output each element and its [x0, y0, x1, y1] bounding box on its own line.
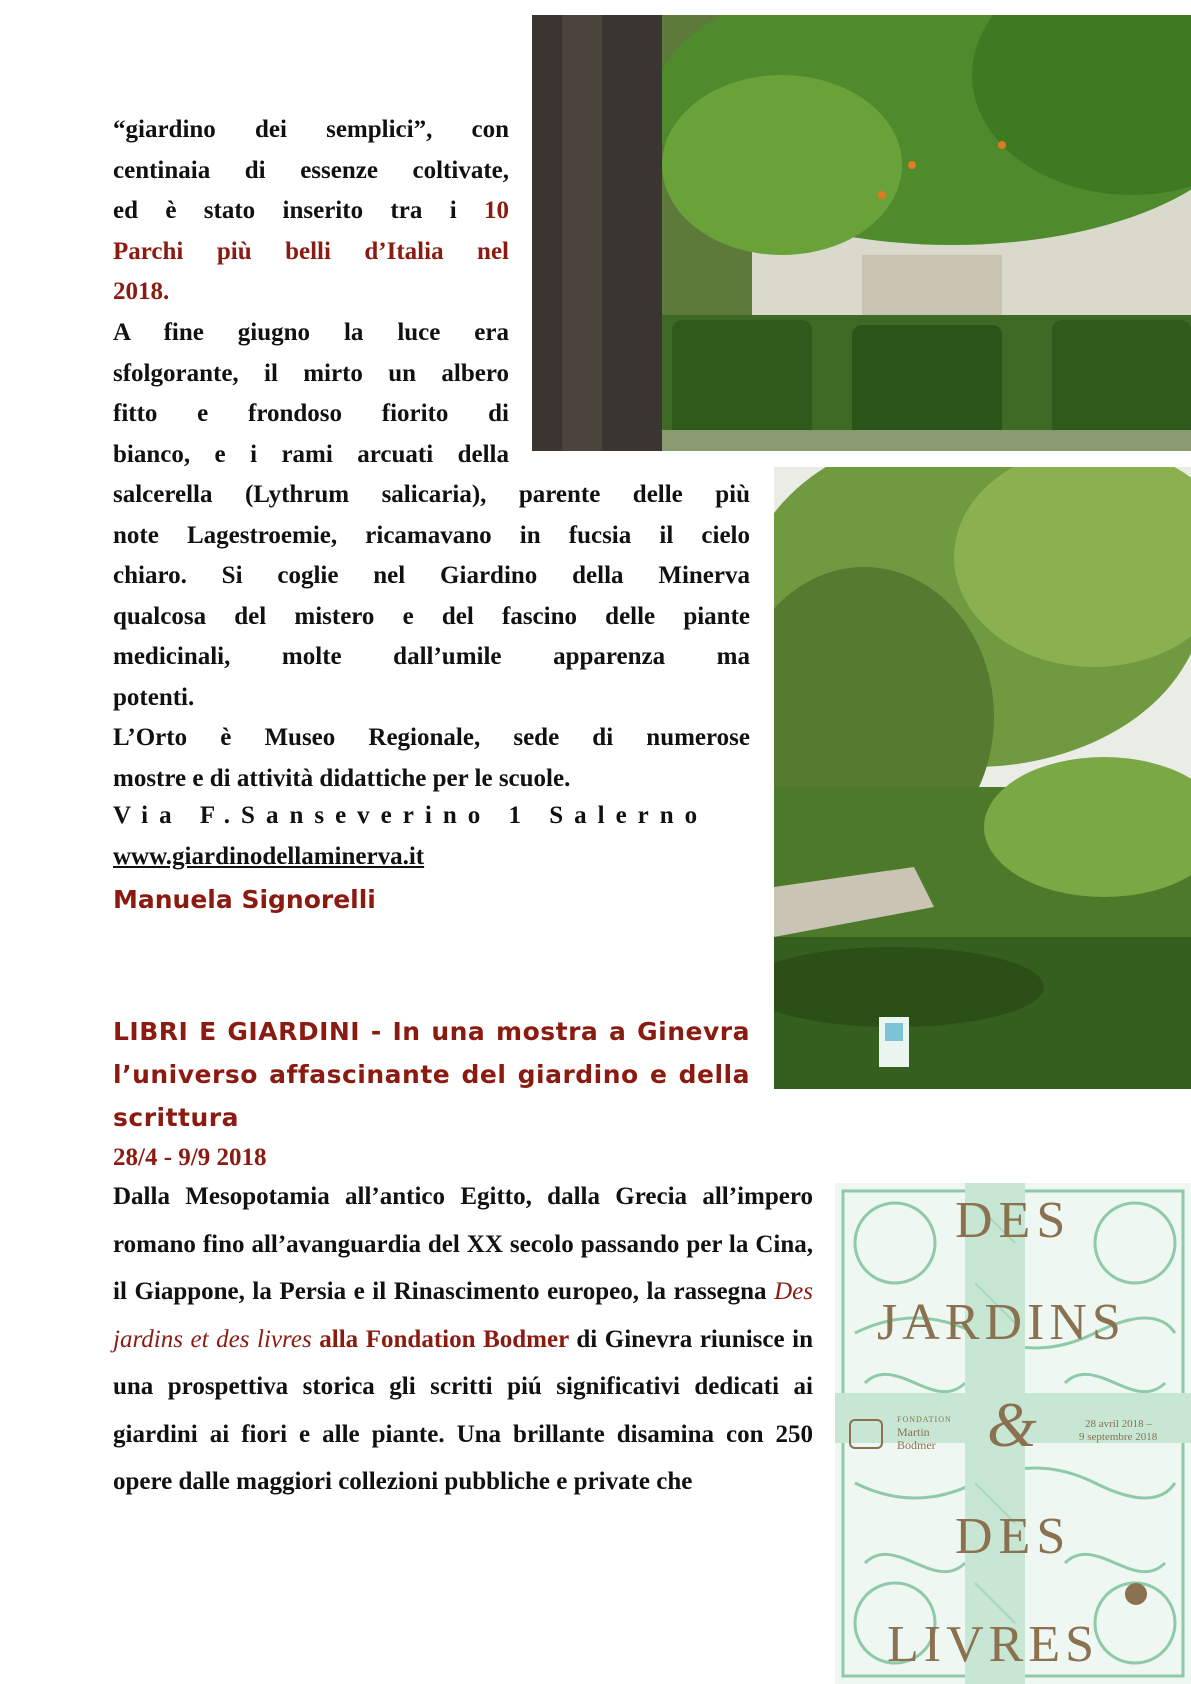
venue-name: alla Fondation Bodmer — [311, 1325, 569, 1353]
text-line: medicinali, molte dall’umile apparenza ma — [113, 643, 750, 670]
heading-line: scrittura — [113, 1103, 239, 1132]
text-line: chiaro. Si coglie nel Giardino della Minerva — [113, 562, 750, 589]
text-line: bianco, e i rami arcuati della — [113, 440, 509, 468]
text-line: sfolgorante, il mirto un albero — [113, 359, 509, 387]
garden-photo-hedges — [532, 15, 1191, 451]
text-fragment: ed è stato inserito tra i — [113, 197, 484, 224]
body-text: di Ginevra riunisce in una prospettiva storica gli scritti piú significativi dedicati ai giardini ai fiori e alle piante. Una brillante disamina con 250 opere dalle maggiori collezioni pubbliche e private che — [113, 1325, 813, 1495]
body-text: Dalla Mesopotamia all’antico Egitto, dalla Grecia all’impero romano fino all’avanguardia del XX secolo passando per la Cina, il Giappone, la Persia e il Rinascimento europeo, la rassegna — [113, 1183, 813, 1305]
garden-photo-herbs — [774, 467, 1191, 1089]
article1-paragraph2-narrow — [113, 313, 509, 475]
highlight-text: Parchi più belli d’Italia nel — [113, 237, 509, 265]
text-line: centinaia di essenze coltivate, — [113, 156, 509, 184]
article2-heading — [113, 1010, 750, 1139]
article1-intro — [113, 110, 509, 313]
poster-title-line2: JARDINS — [877, 1294, 1126, 1351]
poster-dot-icon — [1125, 1583, 1147, 1605]
text-line: A fine giugno la luce era — [113, 319, 509, 346]
poster-dates-line2: 9 septembre 2018 — [1079, 1431, 1158, 1443]
website-link[interactable]: www.giardinodellaminerva.it — [113, 843, 425, 870]
exhibition-dates: 28/4 - 9/9 2018 — [113, 1144, 267, 1171]
article1-paragraph2-wide — [113, 475, 750, 799]
text-line: salcerella (Lythrum salicaria), parente delle più — [113, 481, 750, 508]
text-line: L’Orto è Museo Regionale, sede di numerose — [113, 724, 750, 751]
text-line: note Lagestroemie, ricamavano in fucsia il cielo — [113, 521, 750, 549]
heading-line: LIBRI E GIARDINI - In una mostra a Ginevra — [113, 1017, 750, 1046]
poster-ampersand: & — [987, 1389, 1037, 1460]
exhibition-poster — [835, 1183, 1191, 1684]
author-name: Manuela Signorelli — [113, 885, 376, 914]
highlight-text: 10 — [484, 197, 509, 224]
poster-dates-line1: 28 avril 2018 – — [1085, 1418, 1152, 1430]
article2-body — [113, 1173, 813, 1506]
text-line: qualcosa del mistero e del fascino delle piante — [113, 602, 750, 630]
poster-fondation-name2: Bodmer — [897, 1438, 936, 1452]
heading-line: l’universo affascinante del giardino e della — [113, 1060, 750, 1089]
text-line: fitto e frondoso fiorito di — [113, 400, 509, 427]
museum-address: Via F.Sanseverino 1 Salerno — [113, 802, 709, 829]
highlight-text: 2018. — [113, 278, 170, 305]
poster-title-line3: DES — [955, 1508, 1072, 1565]
poster-logo-icon — [849, 1419, 883, 1449]
exhibition-title: Des jardins et des livres — [113, 1278, 813, 1353]
poster-title-line4: LIVRES — [887, 1616, 1099, 1673]
text-line — [113, 191, 509, 232]
text-line: mostre e di attività didattiche per le scuole. — [113, 764, 571, 792]
text-line: “giardino dei semplici”, con — [113, 116, 509, 143]
poster-fondation-label: FONDATION — [897, 1415, 952, 1424]
poster-title-line1: DES — [955, 1192, 1072, 1249]
text-line: potenti. — [113, 683, 195, 711]
poster-fondation-name1: Martin — [897, 1425, 930, 1439]
